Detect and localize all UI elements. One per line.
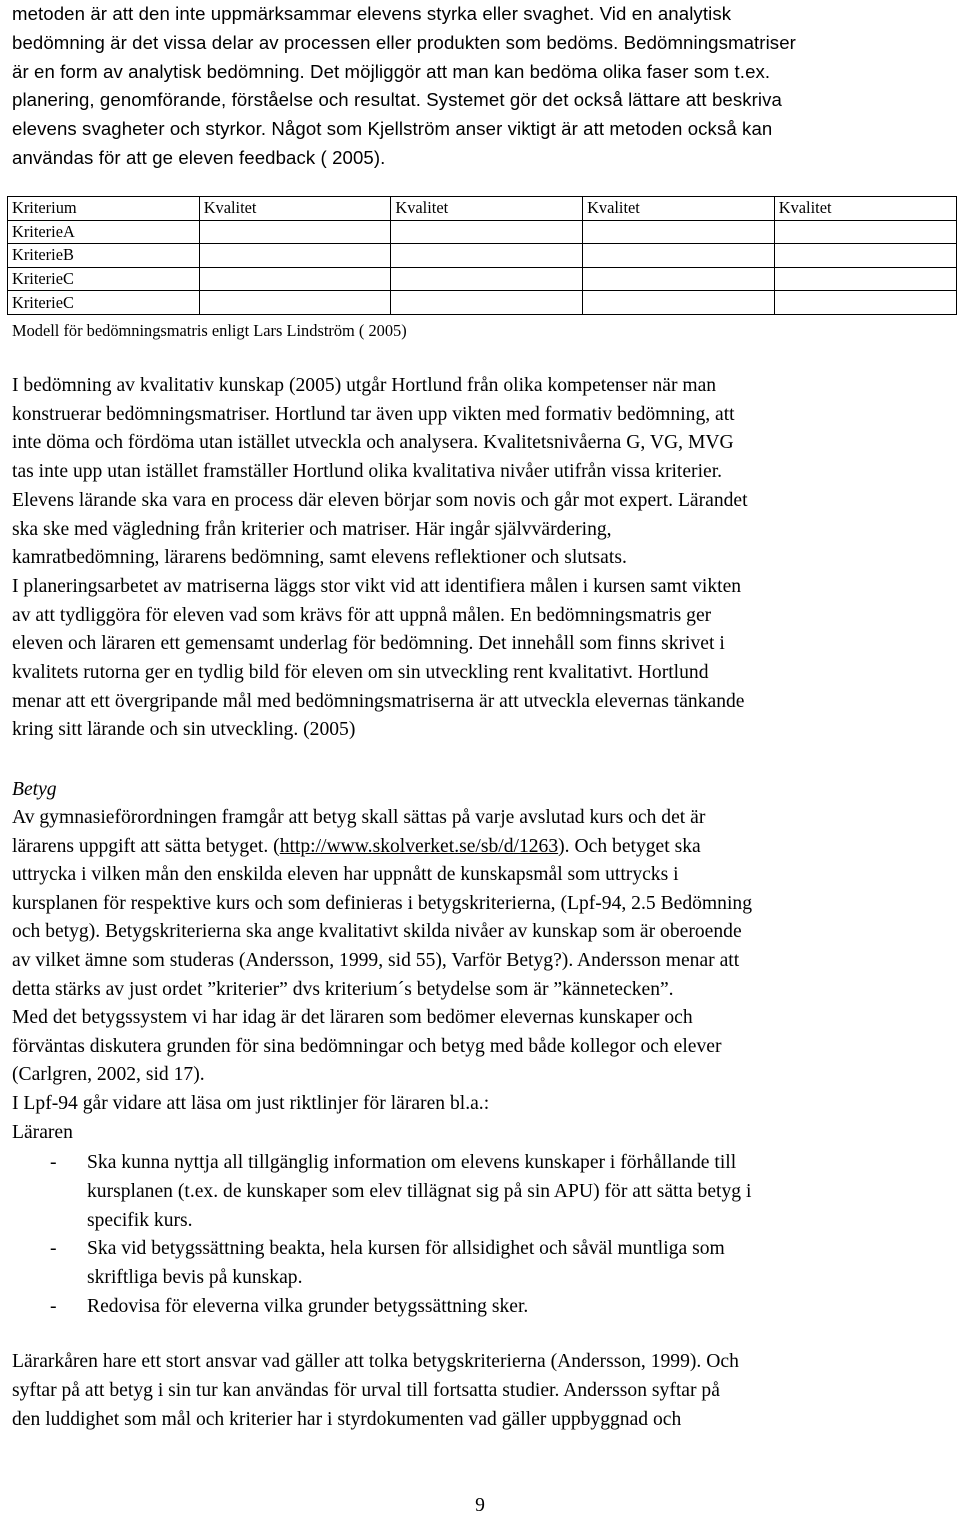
text-line [12,833,954,862]
text-line: kring sitt lärande och sin utveckling. (2005) [12,719,356,741]
text-line: Med det betygssystem vi har idag är det läraren som bedömer elevernas kunskaper och [12,1007,693,1029]
matrix-cell [391,244,583,268]
text-line: planering, genomförande, förståelse och resultat. Systemet gör det också lättare att beskriva [12,89,782,111]
text-line: Läraren [12,1121,73,1143]
matrix-cell [199,244,391,268]
list-dash: - [50,1238,57,1260]
matrix-cell [391,291,583,315]
text-line: och betyg). Betygskriterierna ska ange kvalitativt skilda nivåer av kunskap som är oberoende [12,921,742,943]
text-line: I Lpf-94 går vidare att läsa om just riktlinjer för läraren bl.a.: [12,1092,490,1114]
skolverket-link[interactable]: http://www.skolverket.se/sb/d/1263 [279,835,559,857]
text-line: syftar på att betyg i sin tur kan användas för urval till fortsatta studier. Andersson syftar på [12,1379,720,1401]
betyg-paragraph [12,804,954,1147]
text-line: Lärarkåren hare ett stort ansvar vad gäller att tolka betygskriterierna (Andersson, 1999). Och [12,1351,739,1372]
text-line: Elevens lärande ska vara en process där eleven börjar som novis och går mot expert. Lärandet [12,489,748,511]
matrix-cell [199,267,391,291]
matrix-cell [583,291,775,315]
matrix-row-label: KriterieB [8,244,200,268]
matrix-cell [774,267,956,291]
list-dash: - [50,1152,57,1173]
matrix-cell [199,220,391,244]
matrix-cell [199,291,391,315]
text-fragment: ). Och betyget ska [558,835,701,857]
text-line: I planeringsarbetet av matriserna läggs stor vikt vid att identifiera målen i kursen samt vikten [12,575,742,597]
matrix-row-label: KriterieA [8,220,200,244]
matrix-row [8,267,957,291]
hortlund-paragraph [12,372,954,745]
text-line: bedömning är det vissa delar av processen eller produkten som bedöms. Bedömningsmatriser [12,31,796,53]
intro-paragraph [12,0,952,173]
text-line: kursplanen för respektive kurs och som definieras i betygskriterierna, (Lpf-94, 2.5 Bedömning [12,892,753,914]
matrix-cell [583,267,775,291]
text-line: Ska vid betygssättning beakta, hela kursen för allsidighet och såväl muntliga som [87,1238,725,1260]
matrix-header-cell: Kvalitet [199,197,391,221]
matrix-cell [774,220,956,244]
text-line: eleven och läraren ett gemensamt underlag för bedömning. Det innehåll som finns skrivet i [12,633,725,655]
text-line: kamratbedömning, lärarens bedömning, samt elevens reflektioner och slutsats. [12,547,627,569]
list-item [12,1235,954,1293]
matrix-header-cell: Kvalitet [583,197,775,221]
closing-paragraph [12,1348,954,1434]
text-line: tas inte upp utan istället framställer Hortlund olika kvalitativa nivåer utifrån vissa kriterier. [12,461,723,483]
assessment-matrix-table [7,196,957,315]
text-line: skriftliga bevis på kunskap. [87,1267,303,1289]
text-line: Redovisa för eleverna vilka grunder betygssättning sker. [87,1295,529,1317]
text-line: ska ske med vägledning från kriterier och matriser. Här ingår självvärdering, [12,518,612,540]
matrix-cell [391,267,583,291]
text-line: av att tydliggöra för eleven vad som krävs för att uppnå målen. En bedömningsmatris ger [12,604,712,626]
matrix-cell [583,220,775,244]
matrix-row [8,244,957,268]
matrix-header-cell: Kvalitet [391,197,583,221]
text-line: förväntas diskutera grunden för sina bedömningar och betyg med både kollegor och elever [12,1035,722,1057]
matrix-cell [774,291,956,315]
text-line: användas för att ge eleven feedback ( 2005). [12,146,386,168]
text-line: elevens svagheter och styrkor. Något som Kjellström anser viktigt är att metoden också kan [12,118,773,140]
list-dash: - [50,1295,57,1317]
matrix-row [8,220,957,244]
text-line: uttrycka i vilken mån den enskilda eleven har uppnått de kunskapsmål som uttrycks i [12,864,679,886]
matrix-row [8,291,957,315]
matrix-caption: Modell för bedömningsmatris enligt Lars Lindström ( 2005) [12,321,407,340]
matrix-header-cell: Kvalitet [774,197,956,221]
text-line: den luddighet som mål och kriterier har i styrdokumenten vad gäller uppbyggnad och [12,1408,682,1430]
text-line: konstruerar bedömningsmatriser. Hortlund tar även upp vikten med formativ bedömning, att [12,403,735,425]
matrix-cell [391,220,583,244]
matrix-row-label: KriterieC [8,291,200,315]
text-line: Ska kunna nyttja all tillgänglig information om elevens kunskaper i förhållande till [87,1152,737,1173]
matrix-header-cell: Kriterium [8,197,200,221]
text-line: menar att ett övergripande mål med bedömningsmatriserna är att utveckla elevernas tänkande [12,690,745,712]
text-line: av vilket ämne som studeras (Andersson, 1999, sid 55), Varför Betyg?). Andersson menar att [12,949,740,971]
page-number: 9 [475,1495,485,1516]
text-line: inte döma och fördöma utan istället utveckla och analysera. Kvalitetsnivåerna G, VG, MVG [12,432,734,454]
text-line: detta stärks av just ordet ”kriterier” dvs kriterium´s betydelse som är ”kännetecken”. [12,978,674,1000]
text-line: metoden är att den inte uppmärksammar elevens styrka eller svaghet. Vid en analytisk [12,3,732,24]
list-item [12,1293,954,1322]
matrix-cell [583,244,775,268]
text-fragment: lärarens uppgift att sätta betyget. ( [12,835,280,857]
text-line: specifik kurs. [87,1209,193,1231]
text-line: kvalitets rutorna ger en tydlig bild för eleven om sin utveckling rent kvalitativt. Hortlund [12,662,709,684]
section-heading-betyg: Betyg [12,779,57,800]
text-line: I bedömning av kvalitativ kunskap (2005) utgår Hortlund från olika kompetenser när man [12,375,717,396]
matrix-header-row [8,197,957,221]
text-line: kursplanen (t.ex. de kunskaper som elev tillägnat sig på sin APU) för att sätta betyg i [87,1180,752,1202]
list-item [12,1149,954,1235]
matrix-row-label: KriterieC [8,267,200,291]
text-line: Av gymnasieförordningen framgår att betyg skall sättas på varje avslutad kurs och det är [12,807,706,828]
matrix-cell [774,244,956,268]
text-line: (Carlgren, 2002, sid 17). [12,1064,205,1086]
teacher-duties-list [12,1149,954,1322]
text-line: är en form av analytisk bedömning. Det möjliggör att man kan bedöma olika faser som t.ex. [12,60,771,82]
